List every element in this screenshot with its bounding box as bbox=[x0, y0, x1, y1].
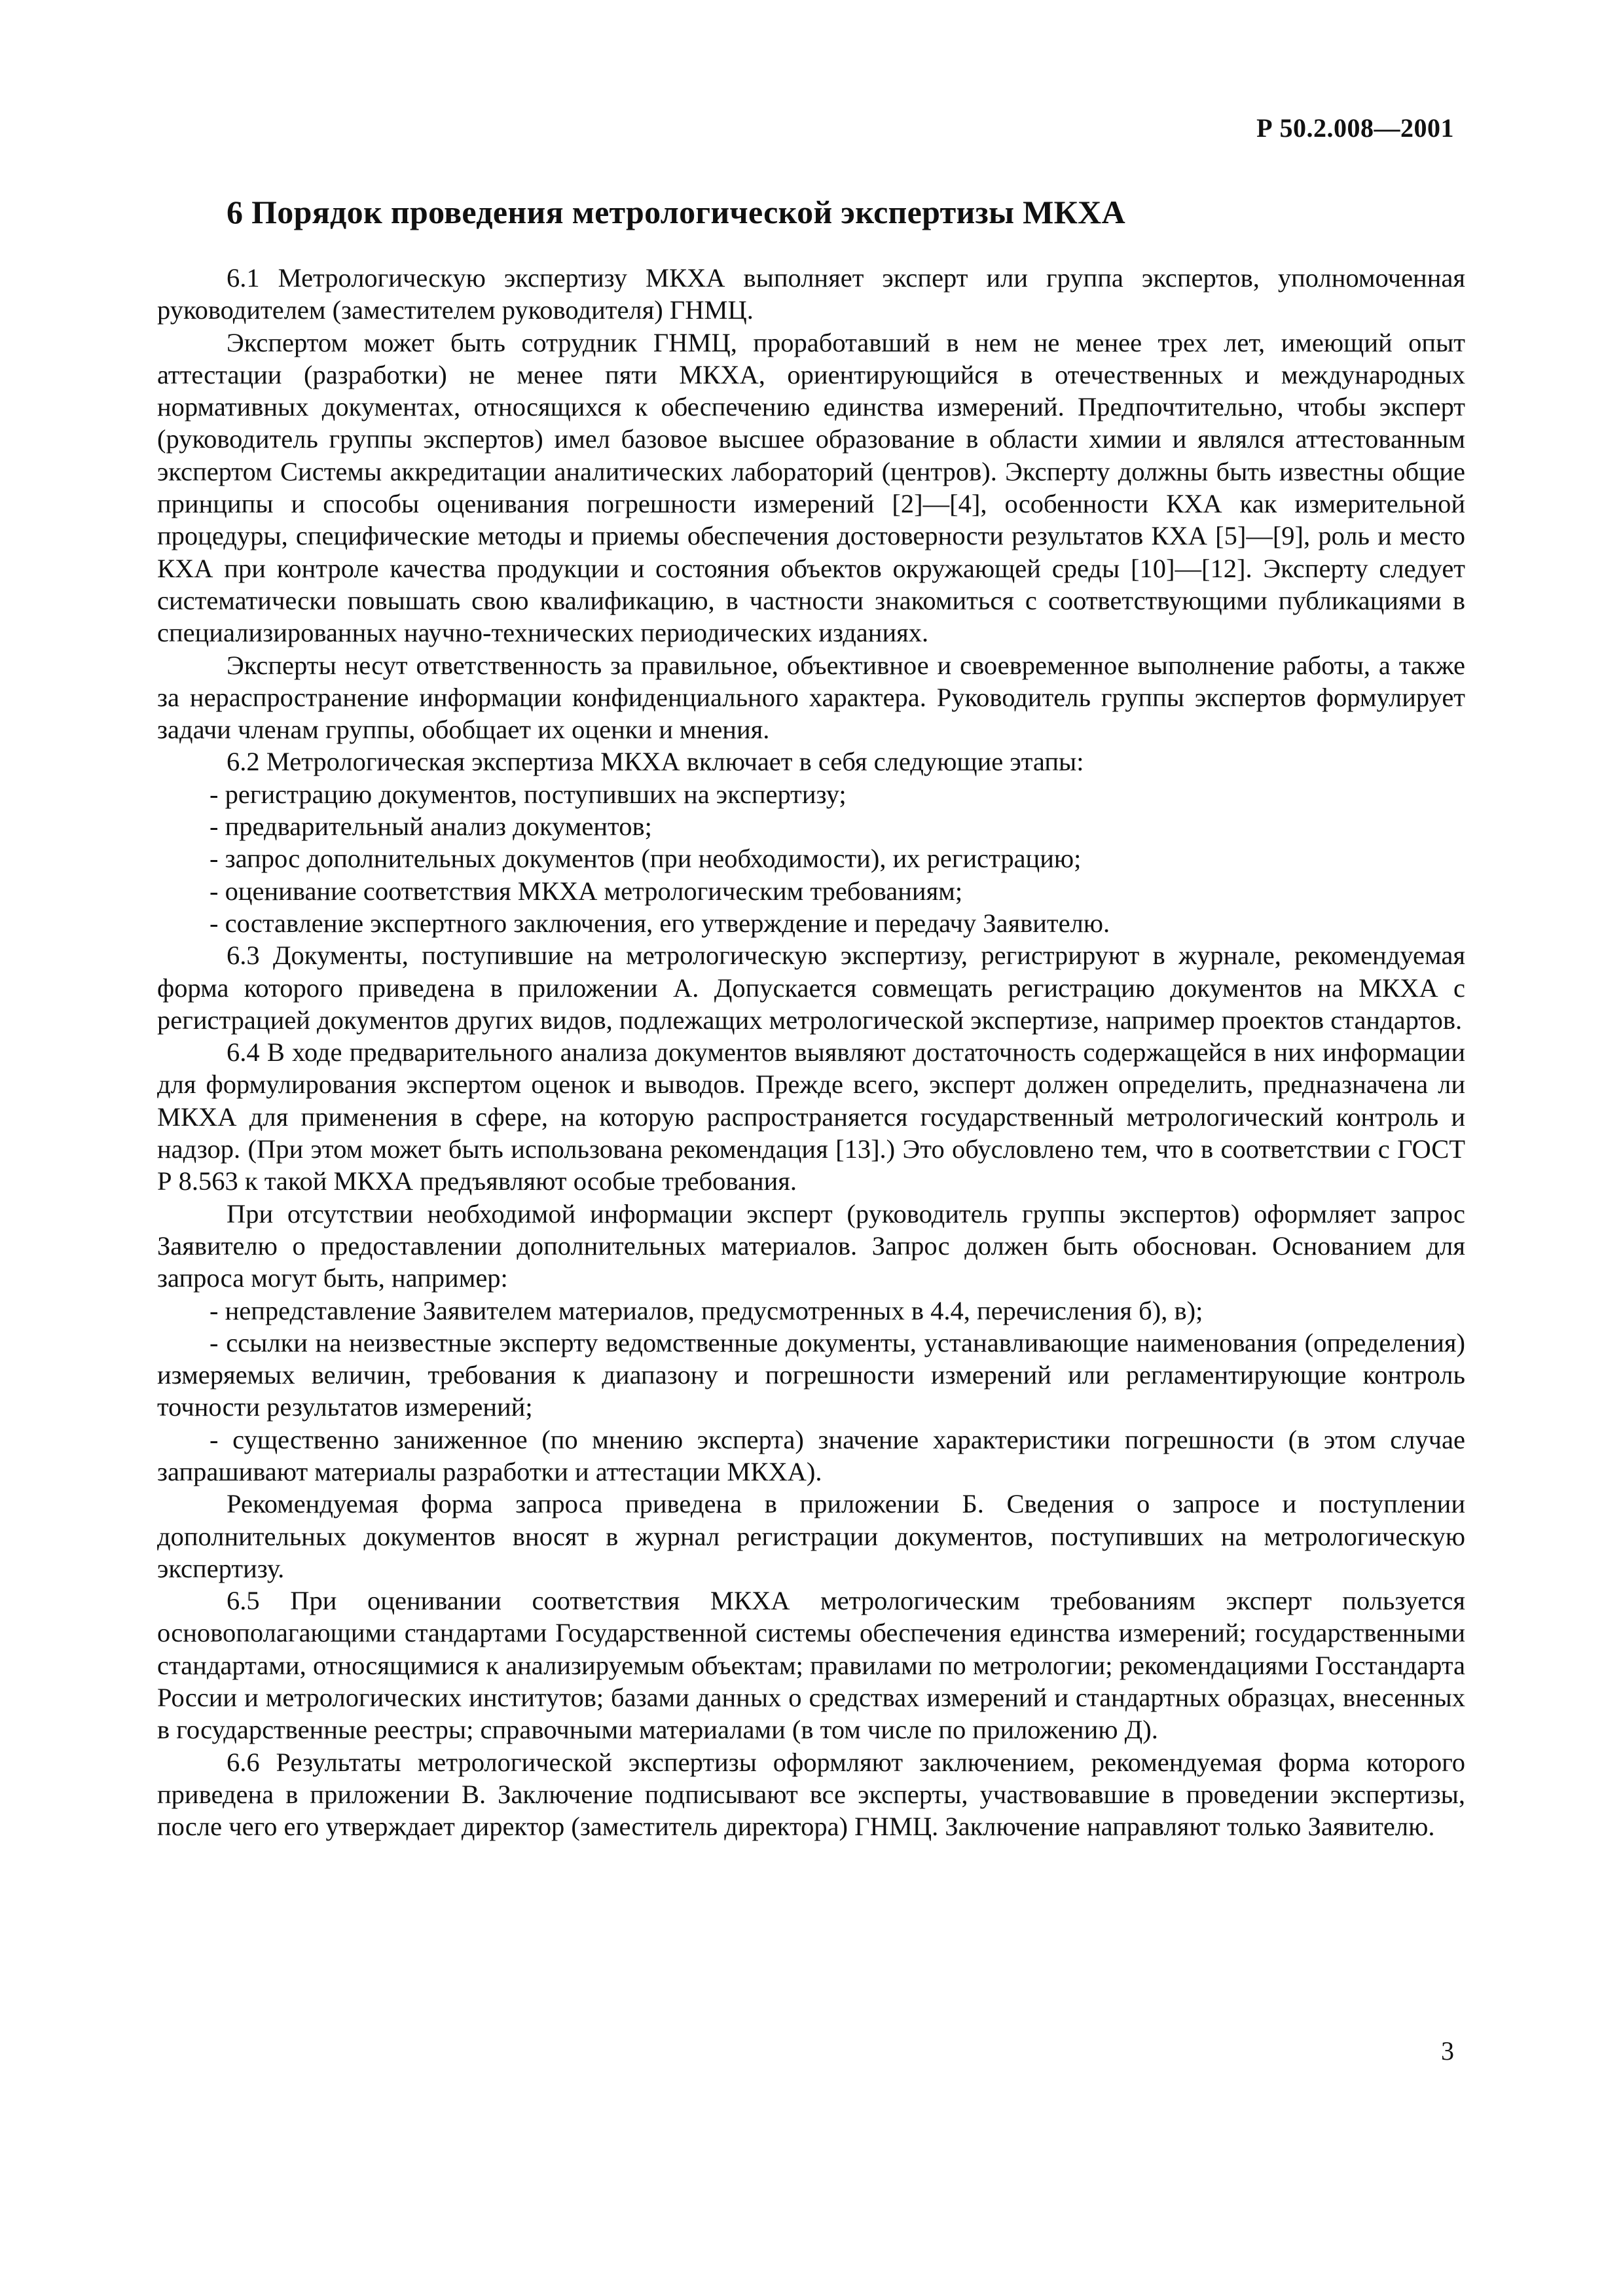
paragraph-6-6: 6.6 Результаты метрологической экспертизы оформляют заключением, рекомендуемая форма которого приведена в приложении В. Заключение подписывают все эксперты, участвовавшие в проведении экспертизы, после чего его утверждает директор (заместитель директора) ГНМЦ. Заключение направляют только Заявителю. bbox=[157, 1747, 1465, 1842]
section-body bbox=[157, 262, 1465, 1843]
document-id: Р 50.2.008—2001 bbox=[1256, 113, 1454, 143]
list-item: - существенно заниженное (по мнению эксперта) значение характеристики погрешности (в этом случае запрашивают материалы разработки и аттестации МКХА). bbox=[157, 1424, 1465, 1486]
list-item: - регистрацию документов, поступивших на экспертизу; bbox=[210, 779, 847, 809]
paragraph-expert-requirements: Экспертом может быть сотрудник ГНМЦ, проработавший в нем не менее трех лет, имеющий опыт аттестации (разработки) не менее пяти МКХА, ориентирующийся в отечественных и международных нормативных документах, относящихся к обеспечению единства измерений. Предпочтительно, чтобы эксперт (руководитель группы экспертов) имел базовое высшее образование в области химии и являлся аттестованным экспертом Системы аккредитации аналитических лабораторий (центров). Эксперту должны быть известны общие принципы и способы оценивания погрешности измерений [2]—[4], особенности КХА как измерительной процедуры, специфические методы и приемы обеспечения достоверности результатов КХА [5]—[9], роль и место КХА при контроле качества продукции и состояния объектов окружающей среды [10]—[12]. Эксперту следует систематически повышать свою квалификацию, в частности знакомиться с соответствующими публикациями в специализированных научно-технических периодических изданиях. bbox=[157, 327, 1465, 648]
paragraph-request-info: При отсутствии необходимой информации эксперт (руководитель группы экспертов) оформляет запрос Заявителю о предоставлении дополнительных материалов. Запрос должен быть обоснован. Основанием для запроса могут быть, например: bbox=[157, 1198, 1465, 1293]
paragraph-6-5: 6.5 При оценивании соответствия МКХА метрологическим требованиям эксперт пользуется основополагающими стандартами Государственной системы обеспечения единства измерений; государственными стандартами, относящимися к анализируемым объектам; правилами по метрологии; рекомендациями Госстандарта России и метрологических институтов; базами данных о средствах измерений и стандартных образцах, внесенных в государственные реестры; справочными материалами (в том числе по приложению Д). bbox=[157, 1586, 1465, 1745]
section-title: 6 Порядок проведения метрологической экспертизы МКХА bbox=[227, 194, 1125, 230]
paragraph-6-1: 6.1 Метрологическую экспертизу МКХА выполняет эксперт или группа экспертов, уполномоченная руководителем (заместителем руководителя) ГНМЦ. bbox=[157, 263, 1465, 325]
paragraph-expert-responsibility: Эксперты несут ответственность за правильное, объективное и своевременное выполнение работы, а также за нераспространение информации конфиденциального характера. Руководитель группы экспертов формулирует задачи членам группы, обобщает их оценки и мнения. bbox=[157, 650, 1465, 745]
list-item: - оценивание соответствия МКХА метрологическим требованиям; bbox=[210, 876, 963, 906]
paragraph-6-4: 6.4 В ходе предварительного анализа документов выявляют достаточность содержащейся в них информации для формулирования экспертом оценок и выводов. Прежде всего, эксперт должен определить, предназначена ли МКХА для применения в сфере, на которую распространяется государственный метрологический контроль и надзор. (При этом может быть использована рекомендация [13].) Это обусловлено тем, что в соответствии с ГОСТ Р 8.563 к такой МКХА предъявляют особые требования. bbox=[157, 1037, 1465, 1196]
paragraph-request-form: Рекомендуемая форма запроса приведена в приложении Б. Сведения о запросе и поступлении дополнительных документов вносят в журнал регистрации документов, поступивших на метрологическую экспертизу. bbox=[157, 1489, 1465, 1583]
list-item: - запрос дополнительных документов (при необходимости), их регистрацию; bbox=[210, 844, 1082, 874]
paragraph-6-2: 6.2 Метрологическая экспертиза МКХА включает в себя следующие этапы: bbox=[227, 747, 1084, 777]
list-item: - предварительный анализ документов; bbox=[210, 812, 652, 842]
list-item: - ссылки на неизвестные эксперту ведомственные документы, устанавливающие наименования (определения) измеряемых величин, требования к диапазону и погрешности измерений или регламентирующие контроль точности результатов измерений; bbox=[157, 1327, 1465, 1422]
list-item: - составление экспертного заключения, его утверждение и передачу Заявителю. bbox=[210, 908, 1110, 938]
paragraph-6-3: 6.3 Документы, поступившие на метрологическую экспертизу, регистрируют в журнале, рекомендуемая форма которого приведена в приложении А. Допускается совмещать регистрацию документов на МКХА с регистрацией документов других видов, подлежащих метрологической экспертизе, например проектов стандартов. bbox=[157, 941, 1465, 1035]
page-number: 3 bbox=[1441, 2036, 1454, 2066]
list-item: - непредставление Заявителем материалов, предусмотренных в 4.4, перечисления б), в); bbox=[210, 1295, 1203, 1325]
